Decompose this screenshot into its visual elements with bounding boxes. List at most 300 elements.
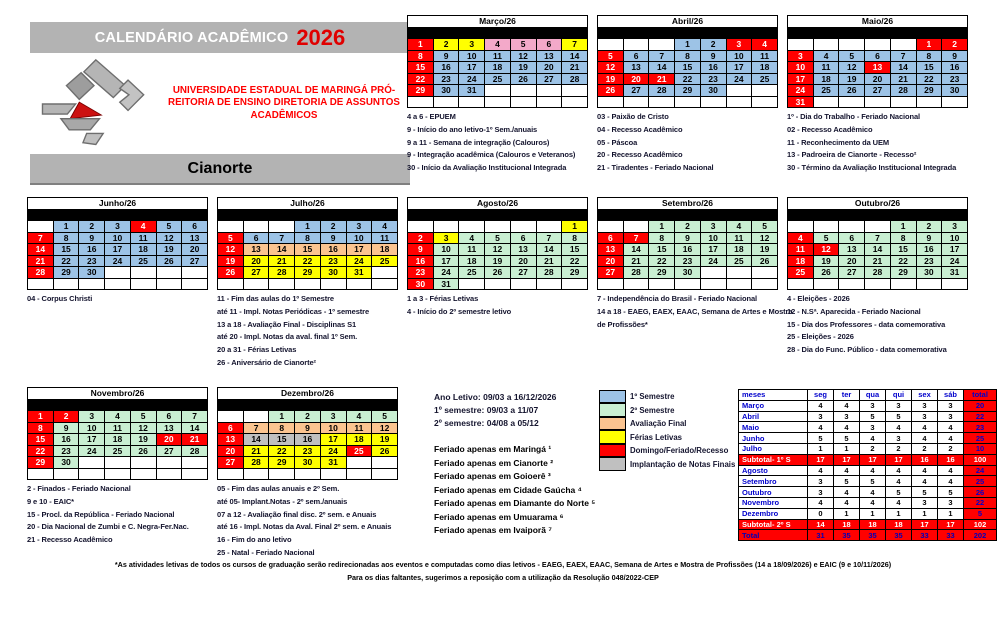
day-cell xyxy=(623,96,649,108)
day-cell xyxy=(346,468,372,480)
month-title: Novembro/26 xyxy=(28,388,208,400)
day-cell: 5 xyxy=(218,232,244,244)
day-cell xyxy=(813,96,839,108)
summary-value-cell: 5 xyxy=(886,411,912,422)
day-cell: 1 xyxy=(28,411,54,423)
summary-header-cell: seg xyxy=(808,390,834,401)
day-cell: 4 xyxy=(485,39,511,51)
summary-total-cell: 22 xyxy=(964,497,997,508)
day-cell xyxy=(433,221,459,233)
day-cell: 16 xyxy=(700,62,726,74)
day-cell xyxy=(79,278,105,290)
day-cell: 7 xyxy=(649,50,675,62)
day-cell: 14 xyxy=(243,434,269,446)
day-cell: 1 xyxy=(53,221,79,233)
day-cell xyxy=(243,221,269,233)
day-cell: 1 xyxy=(562,221,588,233)
summary-row xyxy=(739,454,997,465)
day-cell xyxy=(295,278,321,290)
summary-value-cell: 3 xyxy=(808,411,834,422)
legend-label: 2º Semestre xyxy=(630,405,675,415)
day-cell: 21 xyxy=(890,73,916,85)
summary-value-cell: 4 xyxy=(912,465,938,476)
day-cell: 17 xyxy=(320,434,346,446)
weekday-header-cell: S xyxy=(243,209,269,221)
day-cell: 6 xyxy=(156,411,182,423)
month-calendar xyxy=(787,15,968,175)
day-cell: 24 xyxy=(79,445,105,457)
day-cell: 2 xyxy=(79,221,105,233)
day-cell: 7 xyxy=(623,232,649,244)
month-grid xyxy=(407,197,588,290)
summary-total-cell: 102 xyxy=(964,519,997,530)
footnote-2: Para os dias faltantes, sugerimos a reposição com a utilização da Resolução 048/2022-CEP xyxy=(347,573,659,582)
day-cell: 8 xyxy=(890,232,916,244)
summary-value-cell: 4 xyxy=(912,476,938,487)
day-cell xyxy=(865,221,891,233)
month-grid xyxy=(27,387,208,480)
legend-label: Domingo/Feriado/Recesso xyxy=(630,446,729,456)
red-swatch xyxy=(599,444,626,458)
day-cell xyxy=(865,96,891,108)
summary-value-cell: 4 xyxy=(886,476,912,487)
weekday-header-cell: T xyxy=(459,209,485,221)
day-cell: 3 xyxy=(433,232,459,244)
legend-label: Avaliação Final xyxy=(630,419,687,429)
summary-row-label: Março xyxy=(739,400,808,411)
header-middle xyxy=(30,53,410,154)
month-note: 13 - Padroeira de Cianorte - Recesso² xyxy=(787,150,917,160)
day-cell: 9 xyxy=(53,422,79,434)
day-cell xyxy=(79,468,105,480)
summary-value-cell: 35 xyxy=(860,530,886,541)
day-cell xyxy=(105,278,131,290)
day-cell: 13 xyxy=(182,232,208,244)
summary-row-label: Setembro xyxy=(739,476,808,487)
semestre2-dates: 2º semestre: 04/08 a 05/12 xyxy=(434,418,539,428)
day-cell: 17 xyxy=(79,434,105,446)
month-note: 03 - Paixão de Cristo xyxy=(597,112,669,121)
summary-value-cell: 17 xyxy=(834,454,860,465)
day-cell: 21 xyxy=(536,255,562,267)
day-cell: 23 xyxy=(295,445,321,457)
day-cell xyxy=(788,278,814,290)
day-cell: 10 xyxy=(459,50,485,62)
day-cell: 9 xyxy=(408,244,434,256)
weekday-header-cell: S xyxy=(243,399,269,411)
day-cell: 3 xyxy=(105,221,131,233)
summary-value-cell: 5 xyxy=(860,476,886,487)
day-cell: 24 xyxy=(320,445,346,457)
day-cell: 26 xyxy=(130,445,156,457)
day-cell xyxy=(79,457,105,469)
summary-row xyxy=(739,508,997,519)
weekday-header-cell: S xyxy=(813,209,839,221)
summary-value-cell: 3 xyxy=(912,400,938,411)
day-cell: 2 xyxy=(295,411,321,423)
day-cell: 10 xyxy=(700,232,726,244)
day-cell xyxy=(649,39,675,51)
month-title: Dezembro/26 xyxy=(218,388,398,400)
day-cell: 17 xyxy=(459,62,485,74)
day-cell: 20 xyxy=(839,255,865,267)
day-cell xyxy=(320,468,346,480)
day-cell: 3 xyxy=(942,221,968,233)
month-note: 4 - Eleições - 2026 xyxy=(787,294,850,303)
summary-value-cell: 17 xyxy=(886,454,912,465)
day-cell xyxy=(218,411,244,423)
legend-row xyxy=(599,431,735,445)
day-cell: 7 xyxy=(890,50,916,62)
month-grid xyxy=(787,15,968,108)
summary-value-cell: 18 xyxy=(886,519,912,530)
day-cell: 18 xyxy=(485,62,511,74)
day-cell: 13 xyxy=(839,244,865,256)
day-cell: 23 xyxy=(53,445,79,457)
day-cell xyxy=(218,468,244,480)
weekday-header-cell: S xyxy=(346,399,372,411)
day-cell: 29 xyxy=(269,457,295,469)
day-cell: 18 xyxy=(459,255,485,267)
weekday-header-cell: T xyxy=(649,209,675,221)
weekday-header-cell: D xyxy=(218,399,244,411)
day-cell: 5 xyxy=(839,50,865,62)
month-note: 15 - Dia dos Professores - data comemorativa xyxy=(787,319,946,329)
day-cell: 11 xyxy=(372,232,398,244)
day-cell: 17 xyxy=(942,244,968,256)
summary-value-cell: 4 xyxy=(886,422,912,433)
day-cell: 4 xyxy=(372,221,398,233)
day-cell: 20 xyxy=(865,73,891,85)
day-cell xyxy=(675,278,701,290)
day-cell: 13 xyxy=(865,62,891,74)
summary-value-cell: 3 xyxy=(886,400,912,411)
day-cell: 11 xyxy=(813,62,839,74)
day-cell: 30 xyxy=(675,267,701,279)
day-cell xyxy=(510,221,536,233)
day-cell: 15 xyxy=(649,244,675,256)
day-cell: 9 xyxy=(433,50,459,62)
day-cell: 18 xyxy=(752,62,778,74)
summary-row-label: Julho xyxy=(739,443,808,454)
day-cell xyxy=(752,278,778,290)
summary-row xyxy=(739,519,997,530)
weekday-header-cell: Q xyxy=(510,27,536,39)
month-title: Setembro/26 xyxy=(598,198,778,210)
day-cell: 26 xyxy=(813,267,839,279)
day-cell xyxy=(623,221,649,233)
day-cell xyxy=(485,221,511,233)
day-cell xyxy=(890,278,916,290)
day-cell xyxy=(865,39,891,51)
day-cell: 17 xyxy=(346,244,372,256)
summary-value-cell: 3 xyxy=(860,400,886,411)
summary-value-cell: 4 xyxy=(886,497,912,508)
gray-swatch xyxy=(599,457,626,471)
day-cell xyxy=(243,411,269,423)
summary-row xyxy=(739,443,997,454)
feriado-line: Feriado apenas em Diamante do Norte ⁵ xyxy=(434,498,596,508)
day-cell: 18 xyxy=(813,73,839,85)
day-cell: 30 xyxy=(942,85,968,97)
weekday-header-cell: Q xyxy=(510,209,536,221)
day-cell: 31 xyxy=(433,278,459,290)
day-cell xyxy=(243,468,269,480)
day-cell: 26 xyxy=(598,85,624,97)
day-cell xyxy=(562,96,588,108)
day-cell: 21 xyxy=(649,73,675,85)
day-cell: 22 xyxy=(295,255,321,267)
month-note: 9 - Integração acadêmica (Calouros e Veteranos) xyxy=(407,150,576,160)
summary-value-cell: 17 xyxy=(808,454,834,465)
summary-value-cell: 4 xyxy=(912,433,938,444)
day-cell: 10 xyxy=(346,232,372,244)
feriado-line: Feriado apenas em Maringá ¹ xyxy=(434,444,552,454)
day-cell: 11 xyxy=(346,422,372,434)
day-cell: 10 xyxy=(79,422,105,434)
day-cell: 15 xyxy=(916,62,942,74)
day-cell: 29 xyxy=(295,267,321,279)
day-cell: 29 xyxy=(53,267,79,279)
summary-value-cell: 4 xyxy=(834,400,860,411)
month-notes xyxy=(217,483,422,560)
day-cell: 2 xyxy=(916,221,942,233)
day-cell: 29 xyxy=(28,457,54,469)
summary-value-cell: 17 xyxy=(912,519,938,530)
day-cell: 6 xyxy=(598,232,624,244)
summary-row xyxy=(739,411,997,422)
day-cell: 21 xyxy=(623,255,649,267)
day-cell: 19 xyxy=(485,255,511,267)
day-cell: 26 xyxy=(510,73,536,85)
day-cell xyxy=(53,278,79,290)
day-cell xyxy=(156,468,182,480)
day-cell: 26 xyxy=(839,85,865,97)
day-cell: 2 xyxy=(408,232,434,244)
summary-header-cell: ter xyxy=(834,390,860,401)
summary-row xyxy=(739,422,997,433)
month-title: Outubro/26 xyxy=(788,198,968,210)
day-cell: 27 xyxy=(536,73,562,85)
day-cell: 1 xyxy=(675,39,701,51)
day-cell xyxy=(459,278,485,290)
summary-value-cell: 4 xyxy=(860,433,886,444)
day-cell: 20 xyxy=(218,445,244,457)
day-cell: 5 xyxy=(130,411,156,423)
summary-value-cell: 4 xyxy=(834,465,860,476)
day-cell: 27 xyxy=(510,267,536,279)
day-cell xyxy=(372,267,398,279)
weekday-header-cell: Q xyxy=(675,27,701,39)
day-cell: 25 xyxy=(485,73,511,85)
day-cell: 11 xyxy=(485,50,511,62)
day-cell: 13 xyxy=(598,244,624,256)
ano-letivo: Ano Letivo: 09/03 a 16/12/2026 xyxy=(434,392,557,402)
month-notes xyxy=(407,111,612,175)
day-cell: 12 xyxy=(218,244,244,256)
month-calendar xyxy=(407,197,588,319)
day-cell: 16 xyxy=(675,244,701,256)
day-cell: 28 xyxy=(562,73,588,85)
day-cell: 27 xyxy=(182,255,208,267)
day-cell: 23 xyxy=(433,73,459,85)
day-cell: 29 xyxy=(916,85,942,97)
summary-row xyxy=(739,530,997,541)
month-calendar xyxy=(597,197,793,331)
day-cell: 5 xyxy=(485,232,511,244)
day-cell: 5 xyxy=(372,411,398,423)
day-cell xyxy=(839,221,865,233)
day-cell: 4 xyxy=(813,50,839,62)
day-cell xyxy=(182,457,208,469)
month-note: 9 e 10 - EAIC* xyxy=(27,496,74,506)
weekday-header-cell: S xyxy=(372,399,398,411)
summary-value-cell: 2 xyxy=(938,443,964,454)
month-note: 12 - N.Sª. Aparecida - Feriado Nacional xyxy=(787,306,921,316)
day-cell: 22 xyxy=(916,73,942,85)
day-cell: 4 xyxy=(726,221,752,233)
day-cell: 21 xyxy=(243,445,269,457)
month-note: 1 a 3 - Férias Letivas xyxy=(407,294,479,303)
day-cell: 11 xyxy=(752,50,778,62)
month-note: 04 - Recesso Acadêmico xyxy=(597,124,683,134)
day-cell: 13 xyxy=(623,62,649,74)
day-cell: 23 xyxy=(700,73,726,85)
weekday-header-cell: S xyxy=(942,209,968,221)
day-cell xyxy=(813,221,839,233)
month-note: 30 - Início da Avaliação Institucional Integrada xyxy=(407,163,567,173)
summary-value-cell: 4 xyxy=(938,422,964,433)
day-cell: 4 xyxy=(105,411,131,423)
weekday-header-cell: T xyxy=(839,209,865,221)
day-cell: 30 xyxy=(320,267,346,279)
summary-total-cell: 100 xyxy=(964,454,997,465)
weekday-header-cell: S xyxy=(752,27,778,39)
day-cell xyxy=(916,278,942,290)
weekday-header-cell: Q xyxy=(865,27,891,39)
campus-bar xyxy=(30,154,410,185)
day-cell: 9 xyxy=(320,232,346,244)
day-cell: 25 xyxy=(726,255,752,267)
month-notes xyxy=(27,293,232,306)
day-cell: 9 xyxy=(700,50,726,62)
legend-label: Férias Letivas xyxy=(630,432,683,442)
day-cell: 18 xyxy=(372,244,398,256)
day-cell: 13 xyxy=(218,434,244,446)
day-cell: 3 xyxy=(700,221,726,233)
footnote-1: *As atividades letivas de todos os cursos de graduação serão redirecionadas aos eventos e computadas como dias letivos - EAEG, EAEX, EAAC, Semana de Artes e Mostra de Profissões (14 a 18/09/2026) e EAIC (9 e 10/11/2026) xyxy=(114,560,892,569)
summary-header-cell: sex xyxy=(912,390,938,401)
month-note: 21 - Recesso Acadêmico xyxy=(27,535,113,545)
month-note: 11 - Reconhecimento da UEM xyxy=(787,137,890,147)
day-cell: 14 xyxy=(28,244,54,256)
month-calendar xyxy=(597,15,778,175)
day-cell xyxy=(562,85,588,97)
day-cell: 17 xyxy=(726,62,752,74)
summary-value-cell: 4 xyxy=(860,487,886,498)
day-cell: 8 xyxy=(269,422,295,434)
weekday-header-cell: S xyxy=(623,27,649,39)
summary-total-cell: 5 xyxy=(964,508,997,519)
summary-value-cell: 4 xyxy=(808,497,834,508)
day-cell: 25 xyxy=(346,445,372,457)
day-cell: 7 xyxy=(536,232,562,244)
day-cell: 2 xyxy=(942,39,968,51)
day-cell xyxy=(408,221,434,233)
day-cell xyxy=(890,39,916,51)
day-cell xyxy=(562,278,588,290)
day-cell xyxy=(536,221,562,233)
weekday-header-cell: S xyxy=(433,27,459,39)
weekday-header-cell: D xyxy=(218,209,244,221)
day-cell: 22 xyxy=(269,445,295,457)
day-cell xyxy=(890,96,916,108)
day-cell: 9 xyxy=(916,232,942,244)
summary-row-label: Subtotal- 2º S xyxy=(739,519,808,530)
month-note: 13 a 18 - Avaliação Final - Disciplinas S1 xyxy=(217,319,357,329)
summary-row xyxy=(739,433,997,444)
day-cell: 17 xyxy=(788,73,814,85)
day-cell: 31 xyxy=(788,96,814,108)
weekday-header-cell: Q xyxy=(675,209,701,221)
month-note: 20 a 31 - Férias Letivas xyxy=(217,345,297,355)
month-title: Junho/26 xyxy=(28,198,208,210)
weekday-header-cell: T xyxy=(649,27,675,39)
day-cell: 4 xyxy=(752,39,778,51)
day-cell: 22 xyxy=(649,255,675,267)
summary-row xyxy=(739,497,997,508)
legend-row xyxy=(599,444,735,458)
day-cell: 23 xyxy=(320,255,346,267)
summary-value-cell: 4 xyxy=(938,465,964,476)
weekday-header-cell: D xyxy=(408,27,434,39)
day-cell: 9 xyxy=(79,232,105,244)
day-cell: 16 xyxy=(916,244,942,256)
summary-row-label: Novembro xyxy=(739,497,808,508)
day-cell xyxy=(726,85,752,97)
month-note: 4 - Início do 2º semestre letivo xyxy=(407,306,512,316)
weekday-header-cell: T xyxy=(79,209,105,221)
summary-value-cell: 33 xyxy=(912,530,938,541)
day-cell xyxy=(269,221,295,233)
institution-line2: PRÓ-REITORIA DE ENSINO xyxy=(168,84,396,109)
day-cell: 14 xyxy=(182,422,208,434)
legend-row xyxy=(599,390,735,404)
summary-value-cell: 4 xyxy=(808,422,834,433)
day-cell: 12 xyxy=(598,62,624,74)
day-cell xyxy=(813,278,839,290)
day-cell xyxy=(156,457,182,469)
day-cell xyxy=(28,468,54,480)
weekday-header-cell: S xyxy=(813,27,839,39)
day-cell: 7 xyxy=(562,39,588,51)
month-note: 16 - Fim do ano letivo xyxy=(217,535,292,545)
day-cell: 12 xyxy=(156,232,182,244)
day-cell: 16 xyxy=(53,434,79,446)
month-note: 04 - Corpus Christi xyxy=(27,294,93,303)
weekday-header-cell: Q xyxy=(320,209,346,221)
day-cell: 15 xyxy=(53,244,79,256)
day-cell: 1 xyxy=(408,39,434,51)
day-cell xyxy=(130,457,156,469)
weekday-header-cell: S xyxy=(156,399,182,411)
legend-row xyxy=(599,404,735,418)
header-block xyxy=(30,22,410,185)
summary-row-label: Subtotal- 1º S xyxy=(739,454,808,465)
day-cell: 15 xyxy=(890,244,916,256)
summary-total-cell: 22 xyxy=(964,411,997,422)
summary-value-cell: 5 xyxy=(860,411,886,422)
